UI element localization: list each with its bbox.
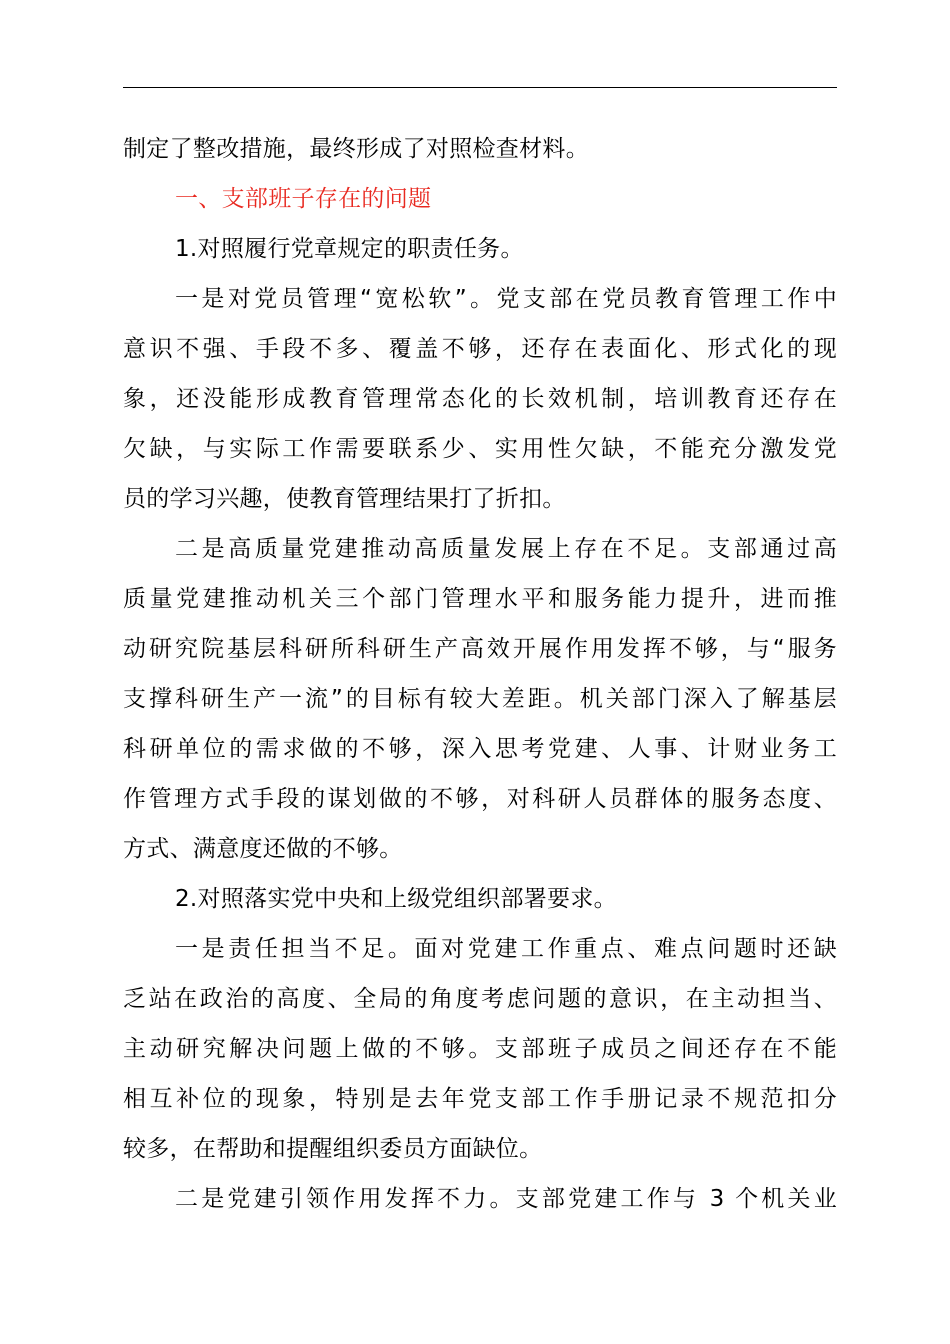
- paragraph-line: 方式、满意度还做的不够。: [123, 836, 403, 862]
- paragraph-line: 一是对党员管理“宽松软”。党支部在党员教育管理工作中: [175, 286, 837, 312]
- paragraph-line: 作管理方式手段的谋划做的不够，对科研人员群体的服务态度、: [123, 786, 837, 812]
- paragraph-line: 一是责任担当不足。面对党建工作重点、难点问题时还缺: [175, 936, 837, 962]
- paragraph-line: 支撑科研生产一流”的目标有较大差距。机关部门深入了解基层: [123, 686, 837, 712]
- paragraph-line: 欠缺，与实际工作需要联系少、实用性欠缺，不能充分激发党: [123, 436, 837, 462]
- paragraph-line: 二是党建引领作用发挥不力。支部党建工作与 3 个机关业: [175, 1186, 837, 1212]
- subsection-heading: 1.对照履行党章规定的职责任务。: [175, 236, 524, 262]
- paragraph-line: 动研究院基层科研所科研生产高效开展作用发挥不够，与“服务: [123, 636, 837, 662]
- header-rule: [123, 87, 837, 88]
- subsection-heading: 2.对照落实党中央和上级党组织部署要求。: [175, 886, 617, 912]
- paragraph-line: 相互补位的现象，特别是去年党支部工作手册记录不规范扣分: [123, 1086, 837, 1112]
- paragraph-line: 制定了整改措施，最终形成了对照检查材料。: [123, 136, 589, 162]
- paragraph-line: 员的学习兴趣，使教育管理结果打了折扣。: [123, 486, 566, 512]
- paragraph-line: 较多，在帮助和提醒组织委员方面缺位。: [123, 1136, 543, 1162]
- section-heading: 一、支部班子存在的问题: [175, 186, 432, 212]
- paragraph-line: 二是高质量党建推动高质量发展上存在不足。支部通过高: [175, 536, 837, 562]
- paragraph-line: 主动研究解决问题上做的不够。支部班子成员之间还存在不能: [123, 1036, 837, 1062]
- paragraph-line: 质量党建推动机关三个部门管理水平和服务能力提升，进而推: [123, 586, 837, 612]
- paragraph-line: 象，还没能形成教育管理常态化的长效机制，培训教育还存在: [123, 386, 837, 412]
- paragraph-line: 意识不强、手段不多、覆盖不够，还存在表面化、形式化的现: [123, 336, 837, 362]
- paragraph-line: 科研单位的需求做的不够，深入思考党建、人事、计财业务工: [123, 736, 837, 762]
- paragraph-line: 乏站在政治的高度、全局的角度考虑问题的意识，在主动担当、: [123, 986, 837, 1012]
